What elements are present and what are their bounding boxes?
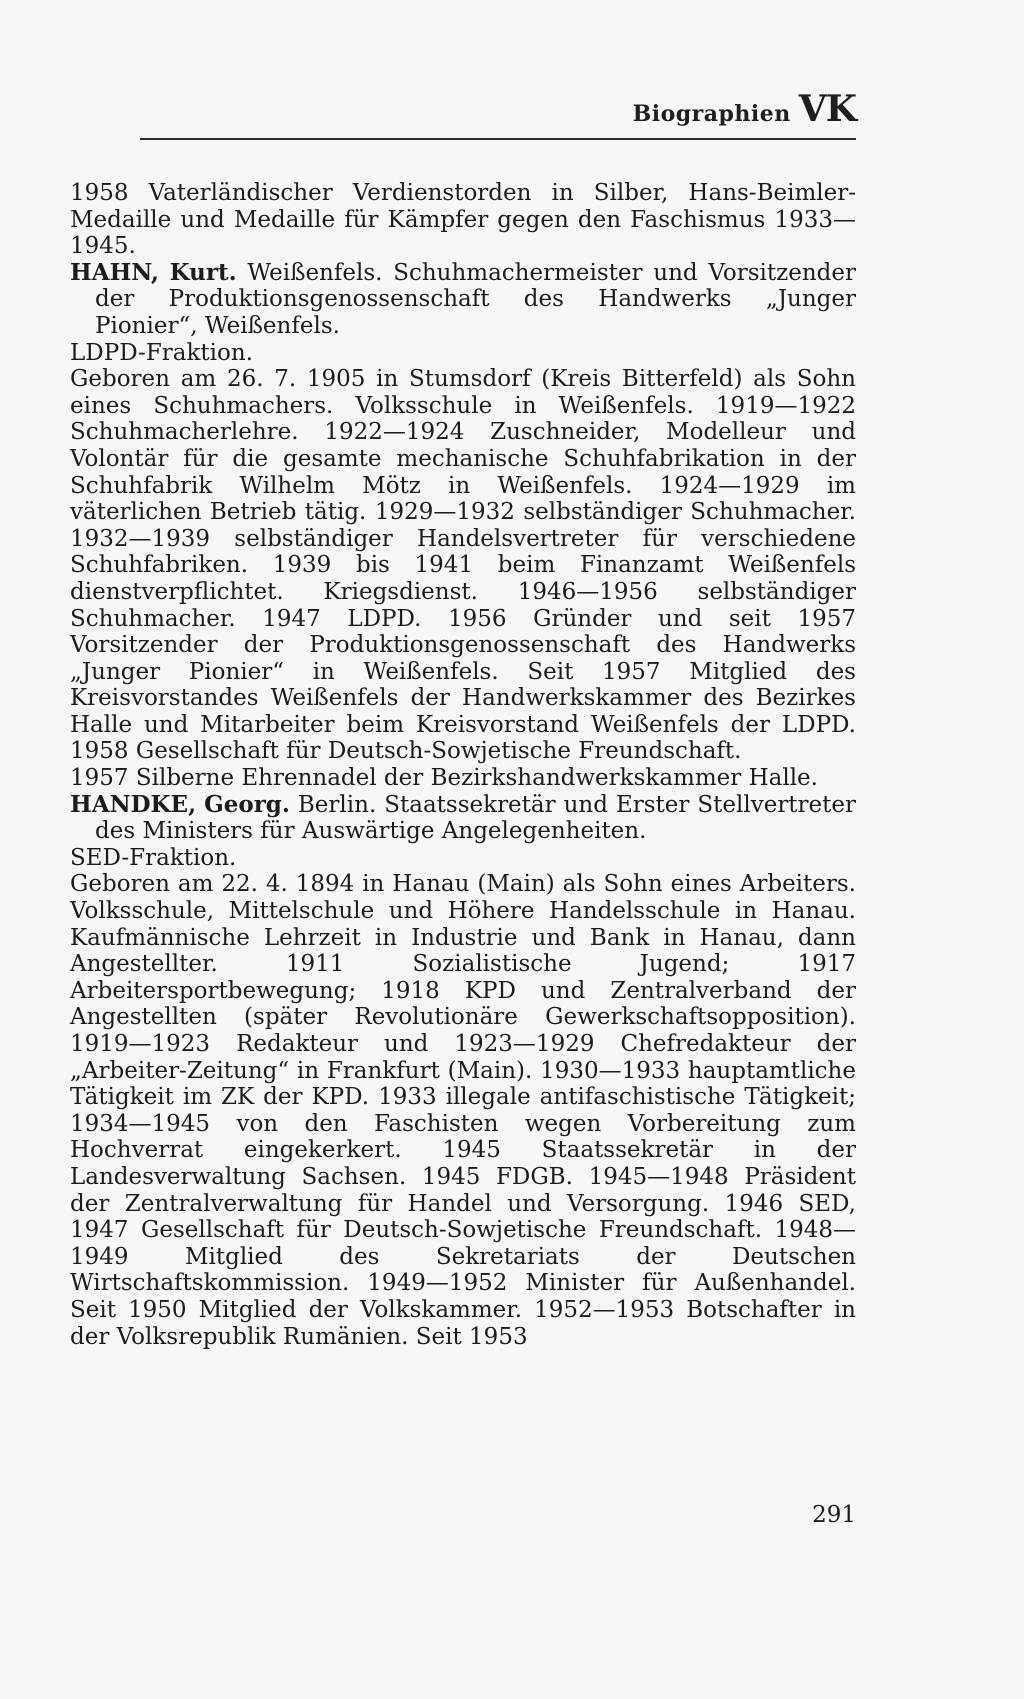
entry-headline <box>70 792 856 845</box>
awards-paragraph: 1958 Vaterländischer Verdienstorden in Silber, Hans-Beimler-Medaille und Medaille für Kämpfer gegen den Faschismus 1933—1945. <box>70 180 856 260</box>
page-number: 291 <box>812 1502 856 1528</box>
entry-firstname: Georg. <box>204 790 290 818</box>
entry-surname: HANDKE, <box>70 790 197 818</box>
page-body <box>70 180 856 1350</box>
biography-entry-hahn <box>70 260 856 792</box>
entry-firstname: Kurt. <box>169 258 237 286</box>
biography-entry-handke <box>70 792 856 1350</box>
entry-surname: HAHN, <box>70 258 159 286</box>
running-header <box>140 88 856 140</box>
entry-headline <box>70 260 856 340</box>
entry-description: Berlin. Staatssekretär und Erster Stellvertreter des Ministers für Auswärtige Angelegenheiten. <box>95 791 857 845</box>
entry-award: 1957 Silberne Ehrennadel der Bezirkshandwerkskammer Halle. <box>70 765 818 792</box>
entry-faction: LDPD-Fraktion. <box>70 339 254 366</box>
entry-biography: Geboren am 22. 4. 1894 in Hanau (Main) als Sohn eines Arbeiters. Volksschule, Mittelschule und Höhere Handelsschule in Hanau. Kaufmännische Lehrzeit in Industrie und Bank in Hanau, dann Angestellter. 1911 Sozialistische Jugend; 1917 Arbeitersportbewegung; 1918 KPD und Zentralverband der Angestellten (später Revolutionäre Gewerkschaftsopposition). 1919—1923 Redakteur und 1923—1929 Chefredakteur der „Arbeiter-Zeitung“ in Frankfurt (Main). 1930—1933 hauptamtliche Tätigkeit im ZK der KPD. 1933 illegale antifaschistische Tätigkeit; 1934—1945 von den Faschisten wegen Vorbereitung zum Hochverrat eingekerkert. 1945 Staatssekretär in der Landesverwaltung Sachsen. 1945 FDGB. 1945—1948 Präsident der Zentralverwaltung für Handel und Versorgung. 1946 SED, 1947 Gesellschaft für Deutsch-Sowjetische Freundschaft. 1948—1949 Mitglied des Sekretariats der Deutschen Wirtschaftskommission. 1949—1952 Minister für Außenhandel. Seit 1950 Mitglied der Volkskammer. 1952—1953 Botschafter in der Volksrepublik Rumänien. Seit 1953 <box>70 871 856 1350</box>
section-label: Biographien <box>632 101 791 127</box>
entry-biography: Geboren am 26. 7. 1905 in Stumsdorf (Kreis Bitterfeld) als Sohn eines Schuhmachers. Volksschule in Weißenfels. 1919—1922 Schuhmacherlehre. 1922—1924 Zuschneider, Modelleur und Volontär für die gesamte mechanische Schuhfabrikation in der Schuhfabrik Wilhelm Mötz in Weißenfels. 1924—1929 im väterlichen Betrieb tätig. 1929—1932 selbständiger Schuhmacher. 1932—1939 selbständiger Handelsvertreter für verschiedene Schuhfabriken. 1939 bis 1941 beim Finanzamt Weißenfels dienstverpflichtet. Kriegsdienst. 1946—1956 selbständiger Schuhmacher. 1947 LDPD. 1956 Gründer und seit 1957 Vorsitzender der Produktionsgenossenschaft des Handwerks „Junger Pionier“ in Weißenfels. Seit 1957 Mitglied des Kreisvorstandes Weißenfels der Handwerkskammer des Bezirkes Halle und Mitarbeiter beim Kreisvorstand Weißenfels der LDPD. 1958 Gesellschaft für Deutsch-Sowjetische Freundschaft. <box>70 366 856 765</box>
section-letters: VK <box>798 88 856 130</box>
entry-description: Weißenfels. Schuhmachermeister und Vorsitzender der Produktionsgenossenschaft des Handwerks „Junger Pionier“, Weißenfels. <box>95 259 856 339</box>
section-heading <box>633 88 856 130</box>
entry-faction: SED-Fraktion. <box>70 844 237 871</box>
